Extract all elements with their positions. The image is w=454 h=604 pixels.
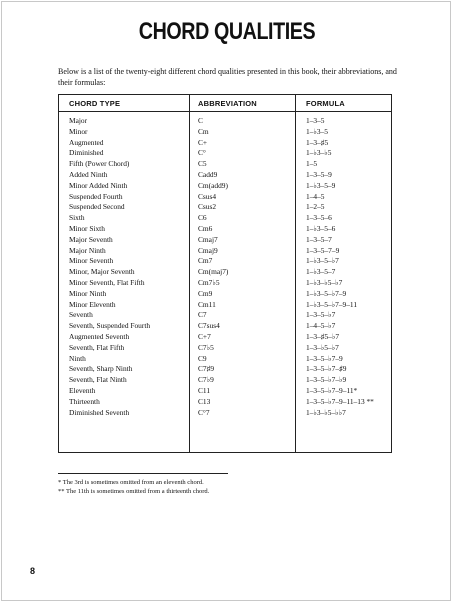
formula-cell: 1–3–5–♭7–9–11–13 ** — [306, 396, 374, 406]
chord-type-cell: Minor Added Ninth — [69, 180, 128, 190]
table-row — [59, 332, 391, 343]
abbreviation-cell: Csus2 — [198, 202, 217, 212]
chord-type-cell: Sixth — [69, 213, 85, 223]
chord-type-cell: Seventh, Suspended Fourth — [69, 321, 151, 331]
chord-type-cell: Major Seventh — [69, 234, 113, 244]
formula-cell: 1–3–5 — [306, 116, 325, 125]
page-title: CHORD QUALITIES — [138, 18, 316, 45]
formula-cell: 1–3–♭5–♭7 — [306, 342, 339, 352]
chord-type-cell: Thirteenth — [69, 396, 100, 406]
footnote-rule — [58, 473, 228, 474]
chord-type-cell: Eleventh — [69, 385, 96, 395]
table-row — [59, 354, 391, 365]
table-row — [59, 170, 391, 181]
formula-cell: 1–3–5–6 — [306, 213, 332, 223]
chord-table — [58, 94, 392, 453]
abbreviation-cell: C° — [198, 148, 206, 158]
formula-cell: 1–♭3–5–♭7–9 — [306, 288, 347, 298]
footnote: ** The 11th is sometimes omitted from a thirteenth chord. — [58, 488, 210, 495]
abbreviation-cell: Cm — [198, 126, 209, 136]
abbreviation-cell: C+ — [198, 137, 208, 147]
abbreviation-cell: Cm7♭5 — [198, 277, 220, 287]
formula-cell: 1–♭3–♭5 — [306, 148, 332, 158]
table-row — [59, 397, 391, 408]
formula-cell: 1–♭3–5–7 — [306, 267, 336, 277]
table-row — [59, 310, 391, 321]
chord-type-cell: Added Ninth — [69, 169, 108, 179]
header-formula: FORMULA — [306, 99, 345, 108]
footnote: * The 3rd is sometimes omitted from an eleventh chord. — [58, 479, 204, 486]
formula-cell: 1–3–5–♭7 — [306, 310, 336, 320]
intro-paragraph: Below is a list of the twenty-eight different chord qualities presented in this book, their abbreviations, and their formulas: — [58, 67, 397, 87]
chord-type-cell: Suspended Second — [69, 202, 125, 212]
chord-type-cell: Minor Ninth — [69, 288, 107, 298]
abbreviation-cell: C13 — [198, 396, 211, 406]
formula-cell: 1–3–5–♭7–♭9 — [306, 375, 347, 385]
chord-type-cell: Seventh, Flat Fifth — [69, 342, 125, 352]
formula-cell: 1–♭3–5–6 — [306, 223, 336, 233]
abbreviation-cell: C+7 — [198, 331, 211, 341]
formula-cell: 1–3–♯5–♭7 — [306, 331, 340, 341]
header-chord-type: CHORD TYPE — [69, 99, 121, 108]
abbreviation-cell: Cm7 — [198, 256, 213, 266]
formula-cell: 1–5 — [306, 159, 318, 169]
table-row — [59, 300, 391, 311]
abbreviation-cell: C — [198, 116, 203, 125]
abbreviation-cell: Cm(add9) — [198, 180, 228, 190]
chord-type-cell: Diminished Seventh — [69, 407, 130, 417]
abbreviation-cell: Csus4 — [198, 191, 217, 201]
formula-cell: 1–♭3–5–♭7–9–11 — [306, 299, 358, 309]
table-row — [59, 256, 391, 267]
table-row — [59, 192, 391, 203]
chord-type-cell: Minor Eleventh — [69, 299, 116, 309]
abbreviation-cell: Cm11 — [198, 299, 216, 309]
abbreviation-cell: Cm(maj7) — [198, 267, 229, 277]
formula-cell: 1–2–5 — [306, 202, 325, 212]
formula-cell: 1–♭3–5–♭7 — [306, 256, 339, 266]
chord-type-cell: Augmented — [69, 137, 104, 147]
table-row — [59, 127, 391, 138]
chord-type-cell: Seventh, Flat Ninth — [69, 375, 127, 385]
formula-cell: 1–3–5–♭7–9–11* — [306, 385, 358, 395]
formula-cell: 1–4–5 — [306, 191, 325, 201]
header-abbreviation: ABBREVIATION — [198, 99, 257, 108]
chord-type-cell: Minor Sixth — [69, 223, 105, 233]
table-body — [59, 116, 391, 418]
page-number: 8 — [30, 566, 36, 576]
formula-cell: 1–♭3–5 — [306, 126, 328, 136]
table-row — [59, 343, 391, 354]
table-row — [59, 278, 391, 289]
table-row — [59, 364, 391, 375]
table-row — [59, 116, 391, 127]
formula-cell: 1–♭3–♭5–♭7 — [306, 277, 343, 287]
abbreviation-cell: C7 — [198, 310, 207, 320]
formula-cell: 1–♭3–5–9 — [306, 180, 336, 190]
formula-cell: 1–♭3–♭5–♭♭7 — [306, 407, 346, 417]
formula-cell: 1–3–5–♭7–♯9 — [306, 364, 347, 374]
chord-type-cell: Minor — [69, 126, 88, 136]
formula-cell: 1–4–5–♭7 — [306, 321, 336, 331]
table-row — [59, 213, 391, 224]
chord-type-cell: Augmented Seventh — [69, 331, 130, 341]
abbreviation-cell: C6 — [198, 213, 207, 223]
abbreviation-cell: Cm9 — [198, 288, 213, 298]
chord-type-cell: Ninth — [69, 353, 86, 363]
table-row — [59, 138, 391, 149]
abbreviation-cell: C9 — [198, 353, 207, 363]
table-row — [59, 289, 391, 300]
abbreviation-cell: Cmaj7 — [198, 234, 218, 244]
table-row — [59, 224, 391, 235]
abbreviation-cell: Cadd9 — [198, 169, 218, 179]
chord-type-cell: Seventh, Sharp Ninth — [69, 364, 133, 374]
chord-type-cell: Major — [69, 116, 88, 125]
abbreviation-cell: C7♭5 — [198, 342, 214, 352]
abbreviation-cell: Cm6 — [198, 223, 213, 233]
chord-type-cell: Suspended Fourth — [69, 191, 123, 201]
table-row — [59, 246, 391, 257]
table-row — [59, 321, 391, 332]
formula-cell: 1–3–5–9 — [306, 169, 332, 179]
chord-type-cell: Minor, Major Seventh — [69, 267, 135, 277]
chord-type-cell: Diminished — [69, 148, 104, 158]
table-row — [59, 375, 391, 386]
chord-type-cell: Minor Seventh, Flat Fifth — [69, 277, 145, 287]
formula-cell: 1–3–5–♭7–9 — [306, 353, 343, 363]
chord-type-cell: Major Ninth — [69, 245, 106, 255]
abbreviation-cell: C11 — [198, 385, 211, 395]
table-row — [59, 267, 391, 278]
table-row — [59, 181, 391, 192]
abbreviation-cell: C7♭9 — [198, 375, 214, 385]
abbreviation-cell: C7♯9 — [198, 364, 215, 374]
abbreviation-cell: Cmaj9 — [198, 245, 218, 255]
table-header — [59, 95, 391, 112]
abbreviation-cell: C5 — [198, 159, 207, 169]
table-row — [59, 235, 391, 246]
chord-type-cell: Seventh — [69, 310, 93, 320]
chord-type-cell: Fifth (Power Chord) — [69, 159, 130, 169]
table-row — [59, 408, 391, 419]
table-row — [59, 202, 391, 213]
formula-cell: 1–3–♯5 — [306, 137, 329, 147]
chord-type-cell: Minor Seventh — [69, 256, 114, 266]
abbreviation-cell: C°7 — [198, 407, 210, 417]
table-row — [59, 386, 391, 397]
formula-cell: 1–3–5–7–9 — [306, 245, 340, 255]
table-row — [59, 148, 391, 159]
formula-cell: 1–3–5–7 — [306, 234, 332, 244]
abbreviation-cell: C7sus4 — [198, 321, 220, 331]
table-row — [59, 159, 391, 170]
